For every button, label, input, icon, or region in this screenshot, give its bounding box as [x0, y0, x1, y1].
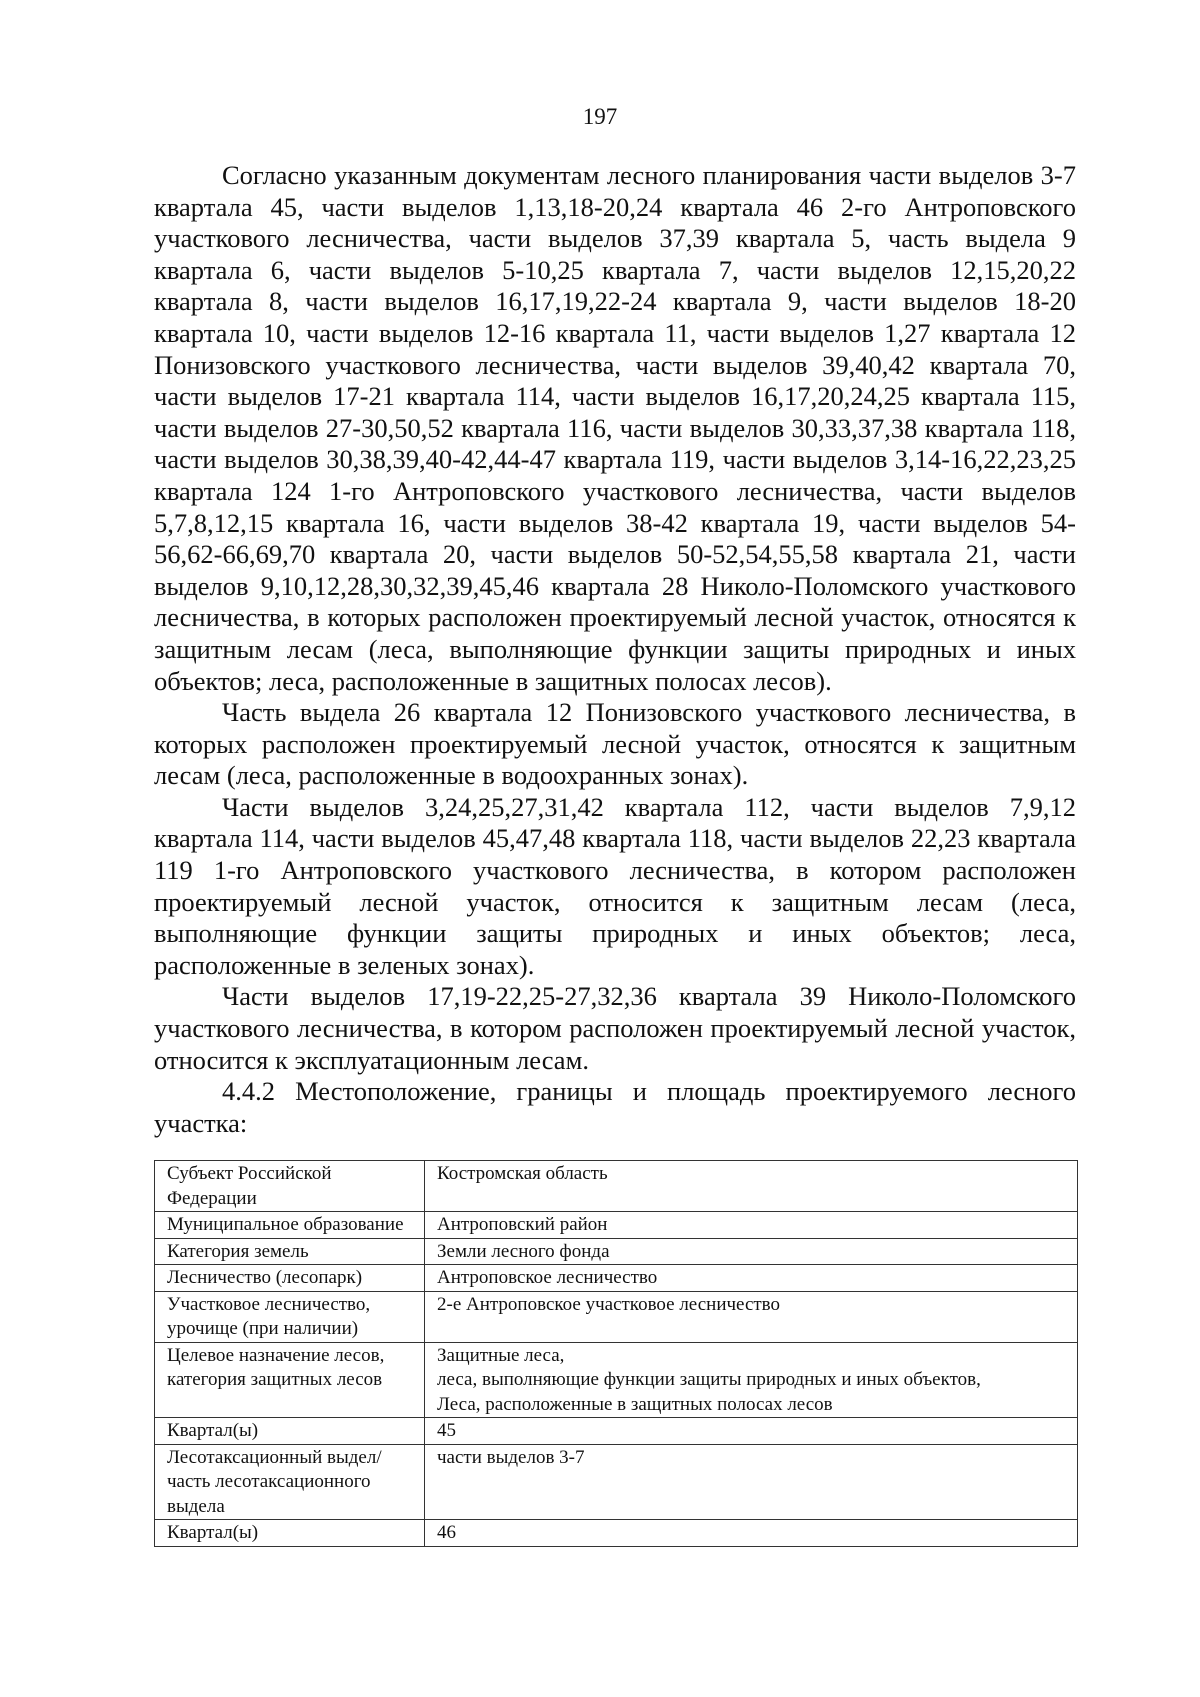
- row-value: части выделов 3-7: [425, 1444, 1078, 1520]
- row-value: Костромская область: [425, 1161, 1078, 1212]
- paragraph-forest-planning: Согласно указанным документам лесного планирования части выделов 3-7 квартала 45, части выделов 1,13,18-20,24 квартала 46 2-го Антроповского участкового лесничества, части выделов 37,39 квартала 5, часть выдела 9 квартала 6, части выделов 5-10,25 квартала 7, части выделов 12,15,20,22 квартала 8, части выделов 16,17,19,22-24 квартала 9, части выделов 18-20 квартала 10, части выделов 12-16 квартала 11, части выделов 1,27 квартала 12 Понизовского участкового лесничества, части выделов 39,40,42 квартала 70, части выделов 17-21 квартала 114, части выделов 16,17,20,24,25 квартала 115, части выделов 27-30,50,52 квартала 116, части выделов 30,33,37,38 квартала 118, части выделов 30,38,39,40-42,44-47 квартала 119, части выделов 3,14-16,22,23,25 квартала 124 1-го Антроповского участкового лесничества, части выделов 5,7,8,12,15 квартала 16, части выделов 38-42 квартала 19, части выделов 54-56,62-66,69,70 квартала 20, части выделов 50-52,54,55,58 квартала 21, части выделов 9,10,12,28,30,32,39,45,46 квартала 28 Николо-Поломского участкового лесничества, в которых расположен проектируемый лесной участок, относятся к защитным лесам (леса, выполняющие функции защиты природных и иных объектов; леса, расположенные в защитных полосах лесов).: [154, 160, 1076, 696]
- body-text: [154, 160, 1076, 1139]
- row-label: Категория земель: [155, 1238, 425, 1265]
- row-value: Антроповский район: [425, 1212, 1078, 1239]
- table-row: [155, 1161, 1078, 1212]
- row-label: Лесотаксационный выдел/часть лесотаксационного выдела: [155, 1444, 425, 1520]
- row-value: 45: [425, 1418, 1078, 1445]
- section-heading-4-4-2: 4.4.2 Местоположение, границы и площадь проектируемого лесного участка:: [154, 1076, 1076, 1138]
- row-value: Антроповское лесничество: [425, 1265, 1078, 1292]
- table-row: [155, 1342, 1078, 1418]
- table-row: [155, 1444, 1078, 1520]
- row-label: Целевое назначение лесов, категория защитных лесов: [155, 1342, 425, 1418]
- table-row: [155, 1418, 1078, 1445]
- row-label: Квартал(ы): [155, 1418, 425, 1445]
- row-value: Земли лесного фонда: [425, 1238, 1078, 1265]
- table-row: [155, 1291, 1078, 1342]
- table-row: [155, 1238, 1078, 1265]
- row-value: 46: [425, 1520, 1078, 1547]
- plot-attributes-table: [154, 1160, 1078, 1547]
- paragraph-water-protection: Часть выдела 26 квартала 12 Понизовского участкового лесничества, в которых расположен проектируемый лесной участок, относятся к защитным лесам (леса, расположенные в водоохранных зонах).: [154, 697, 1076, 791]
- row-value: 2-е Антроповское участковое лесничество: [425, 1291, 1078, 1342]
- table-row: [155, 1212, 1078, 1239]
- row-label: Участковое лесничество, урочище (при наличии): [155, 1291, 425, 1342]
- row-label: Муниципальное образование: [155, 1212, 425, 1239]
- table-row: [155, 1520, 1078, 1547]
- paragraph-green-zones: Части выделов 3,24,25,27,31,42 квартала 112, части выделов 7,9,12 квартала 114, части выделов 45,47,48 квартала 118, части выделов 22,23 квартала 119 1-го Антроповского участкового лесничества, в котором расположен проектируемый лесной участок, относится к защитным лесам (леса, выполняющие функции защиты природных и иных объектов; леса, расположенные в зеленых зонах).: [154, 791, 1076, 980]
- row-label: Субъект Российской Федерации: [155, 1161, 425, 1212]
- row-value: Защитные леса, леса, выполняющие функции защиты природных и иных объектов, Леса, расположенные в защитных полосах лесов: [425, 1342, 1078, 1418]
- page-number: 197: [582, 104, 618, 129]
- row-label: Лесничество (лесопарк): [155, 1265, 425, 1292]
- paragraph-exploitation-forests: Части выделов 17,19-22,25-27,32,36 квартала 39 Николо-Поломского участкового лесничества, в котором расположен проектируемый лесной участок, относится к эксплуатационным лесам.: [154, 981, 1076, 1075]
- row-label: Квартал(ы): [155, 1520, 425, 1547]
- table-row: [155, 1265, 1078, 1292]
